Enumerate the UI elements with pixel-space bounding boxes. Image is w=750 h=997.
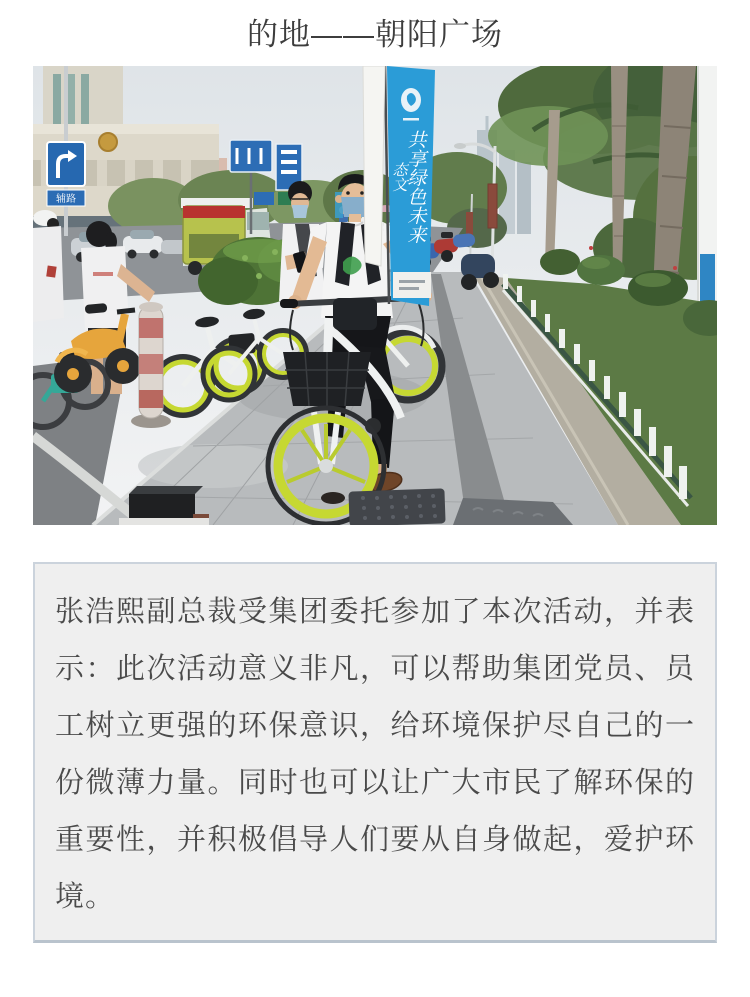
quote-text: 张浩熙副总裁受集团委托参加了本次活动，并表示：此次活动意义非凡，可以帮助集团党员、员工树立更强的环保意识，给环境保护尽自己的一份微薄力量。同时也可以让广大市民了解环保的重要性，并积极倡导人们要从自身做起，爱护环境。 <box>55 596 695 913</box>
street-scene-illustration <box>33 66 717 525</box>
quote-box <box>33 562 717 943</box>
page-title: 的地——朝阳广场 <box>247 17 503 52</box>
banner-side-text: 态文 <box>390 162 408 192</box>
event-photo <box>33 66 717 525</box>
banner-main-text: 共享绿色未来 <box>404 130 426 244</box>
road-sign-label: 辅路 <box>56 194 76 205</box>
